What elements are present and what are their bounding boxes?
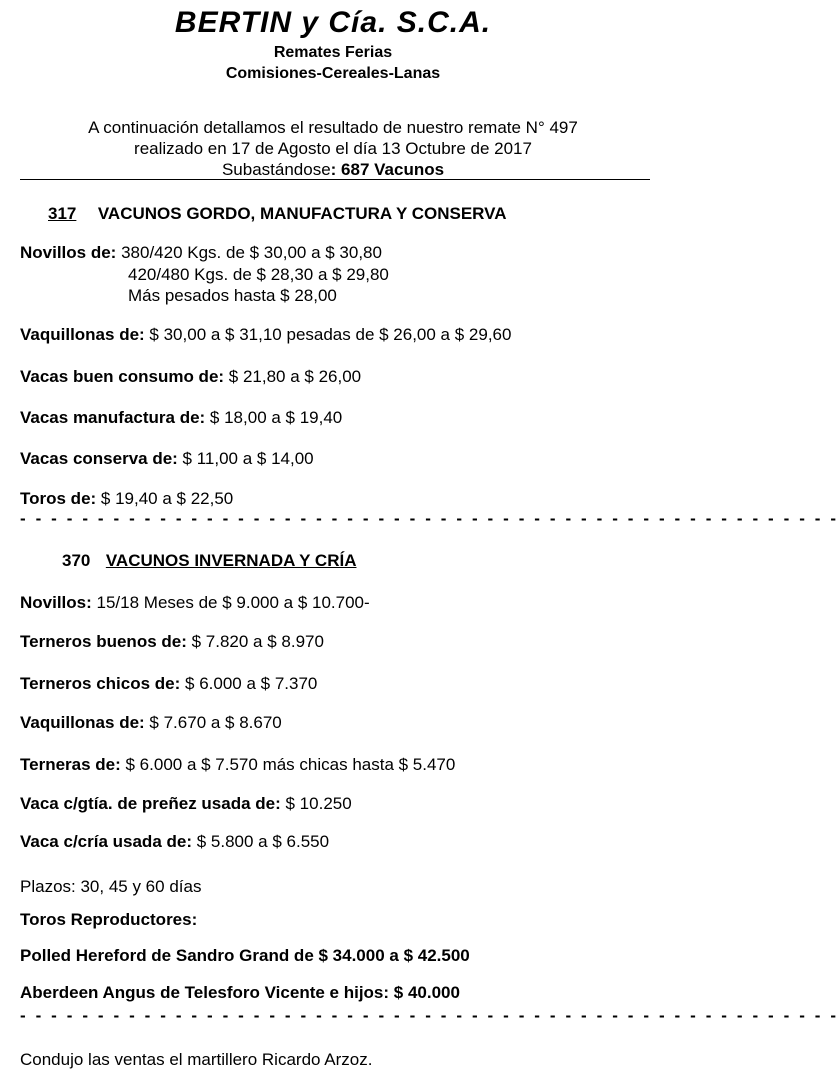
novillos-invernada-row bbox=[20, 593, 370, 613]
toros-row bbox=[20, 489, 233, 509]
vaquillonas-value: $ 30,00 a $ 31,10 pesadas de $ 26,00 a $ 29,60 bbox=[144, 325, 512, 344]
vaquillonas-invernada-row bbox=[20, 713, 282, 733]
vaquillonas-row bbox=[20, 325, 511, 345]
vaca-cria-value: $ 5.800 a $ 6.550 bbox=[192, 832, 330, 851]
terneros-chicos-value: $ 6.000 a $ 7.370 bbox=[180, 674, 318, 693]
section1-number: 317 bbox=[48, 204, 77, 223]
divider-1: - - - - - - - - - - - - - - - - - - - - - - - - - - - - - - - - - - - - - - - - - - - - - - - - - - - - - bbox=[20, 509, 839, 528]
polled-hereford-row: Polled Hereford de Sandro Grand de $ 34.000 a $ 42.500 bbox=[20, 946, 470, 965]
company-subtitle-2: Comisiones-Cereales-Lanas bbox=[225, 65, 441, 82]
intro-total: : 687 Vacunos bbox=[330, 160, 445, 179]
vacas-conserva-value: $ 11,00 a $ 14,00 bbox=[177, 449, 314, 468]
vaca-prenez-value: $ 10.250 bbox=[280, 794, 352, 813]
plazos: Plazos: 30, 45 y 60 días bbox=[20, 877, 202, 896]
company-name: BERTIN y Cía. S.C.A. bbox=[174, 6, 492, 39]
vaquillonas-invernada-value: $ 7.670 a $ 8.670 bbox=[144, 713, 282, 732]
novillos-row bbox=[20, 243, 382, 263]
terneros-buenos-row bbox=[20, 632, 324, 652]
terneros-chicos-label: Terneros chicos de: bbox=[20, 674, 181, 693]
company-subtitle-1: Remates Ferias bbox=[273, 44, 393, 61]
vaquillonas-label: Vaquillonas de: bbox=[20, 325, 145, 344]
section2-title: VACUNOS INVERNADA Y CRÍA bbox=[105, 551, 357, 570]
vacas-manufactura-label: Vacas manufactura de: bbox=[20, 408, 206, 427]
novillos-label: Novillos de: bbox=[20, 243, 117, 262]
intro-line-3 bbox=[0, 160, 666, 180]
vacas-consumo-value: $ 21,80 a $ 26,00 bbox=[224, 367, 362, 386]
intro-line-1: A continuación detallamos el resultado de nuestro remate N° 497 bbox=[88, 118, 578, 137]
terneras-value: $ 6.000 a $ 7.570 más chicas hasta $ 5.470 bbox=[120, 755, 456, 774]
vacas-consumo-row bbox=[20, 367, 361, 387]
vacas-conserva-label: Vacas conserva de: bbox=[20, 449, 178, 468]
terneras-label: Terneras de: bbox=[20, 755, 121, 774]
vacas-manufactura-row bbox=[20, 408, 342, 428]
vacas-consumo-label: Vacas buen consumo de: bbox=[20, 367, 225, 386]
vaca-prenez-row bbox=[20, 794, 352, 814]
novillos-value-1: 380/420 Kgs. de $ 30,00 a $ 30,80 bbox=[116, 243, 382, 262]
vaca-cria-label: Vaca c/cría usada de: bbox=[20, 832, 192, 851]
intro-line-2: realizado en 17 de Agosto el día 13 Octubre de 2017 bbox=[134, 139, 532, 158]
header-rule bbox=[20, 179, 650, 180]
vaca-cria-row bbox=[20, 832, 329, 852]
section2-number: 370 bbox=[62, 551, 91, 570]
vacas-manufactura-value: $ 18,00 a $ 19,40 bbox=[205, 408, 343, 427]
footer-auctioneer: Condujo las ventas el martillero Ricardo Arzoz. bbox=[20, 1050, 373, 1069]
novillos-invernada-label: Novillos: bbox=[20, 593, 92, 612]
section2-heading bbox=[62, 551, 356, 571]
vacas-conserva-row bbox=[20, 449, 314, 469]
aberdeen-angus-row: Aberdeen Angus de Telesforo Vicente e hijos: $ 40.000 bbox=[20, 983, 460, 1002]
intro-prefix: Subastándose bbox=[221, 160, 331, 179]
vaca-prenez-label: Vaca c/gtía. de preñez usada de: bbox=[20, 794, 281, 813]
novillos-value-3: Más pesados hasta $ 28,00 bbox=[128, 286, 337, 305]
terneros-chicos-row bbox=[20, 674, 317, 694]
toros-reproductores-heading: Toros Reproductores: bbox=[20, 910, 198, 929]
novillos-value-2: 420/480 Kgs. de $ 28,30 a $ 29,80 bbox=[128, 265, 389, 284]
terneros-buenos-label: Terneros buenos de: bbox=[20, 632, 187, 651]
toros-label: Toros de: bbox=[20, 489, 97, 508]
section1-title: VACUNOS GORDO, MANUFACTURA Y CONSERVA bbox=[97, 204, 507, 223]
terneras-row bbox=[20, 755, 455, 775]
toros-value: $ 19,40 a $ 22,50 bbox=[96, 489, 234, 508]
terneros-buenos-value: $ 7.820 a $ 8.970 bbox=[186, 632, 324, 651]
vaquillonas-invernada-label: Vaquillonas de: bbox=[20, 713, 145, 732]
novillos-invernada-value: 15/18 Meses de $ 9.000 a $ 10.700- bbox=[91, 593, 370, 612]
divider-2: - - - - - - - - - - - - - - - - - - - - - - - - - - - - - - - - - - - - - - - - - - - - - - - - - - - - - bbox=[20, 1006, 839, 1025]
section1-heading bbox=[48, 204, 507, 224]
